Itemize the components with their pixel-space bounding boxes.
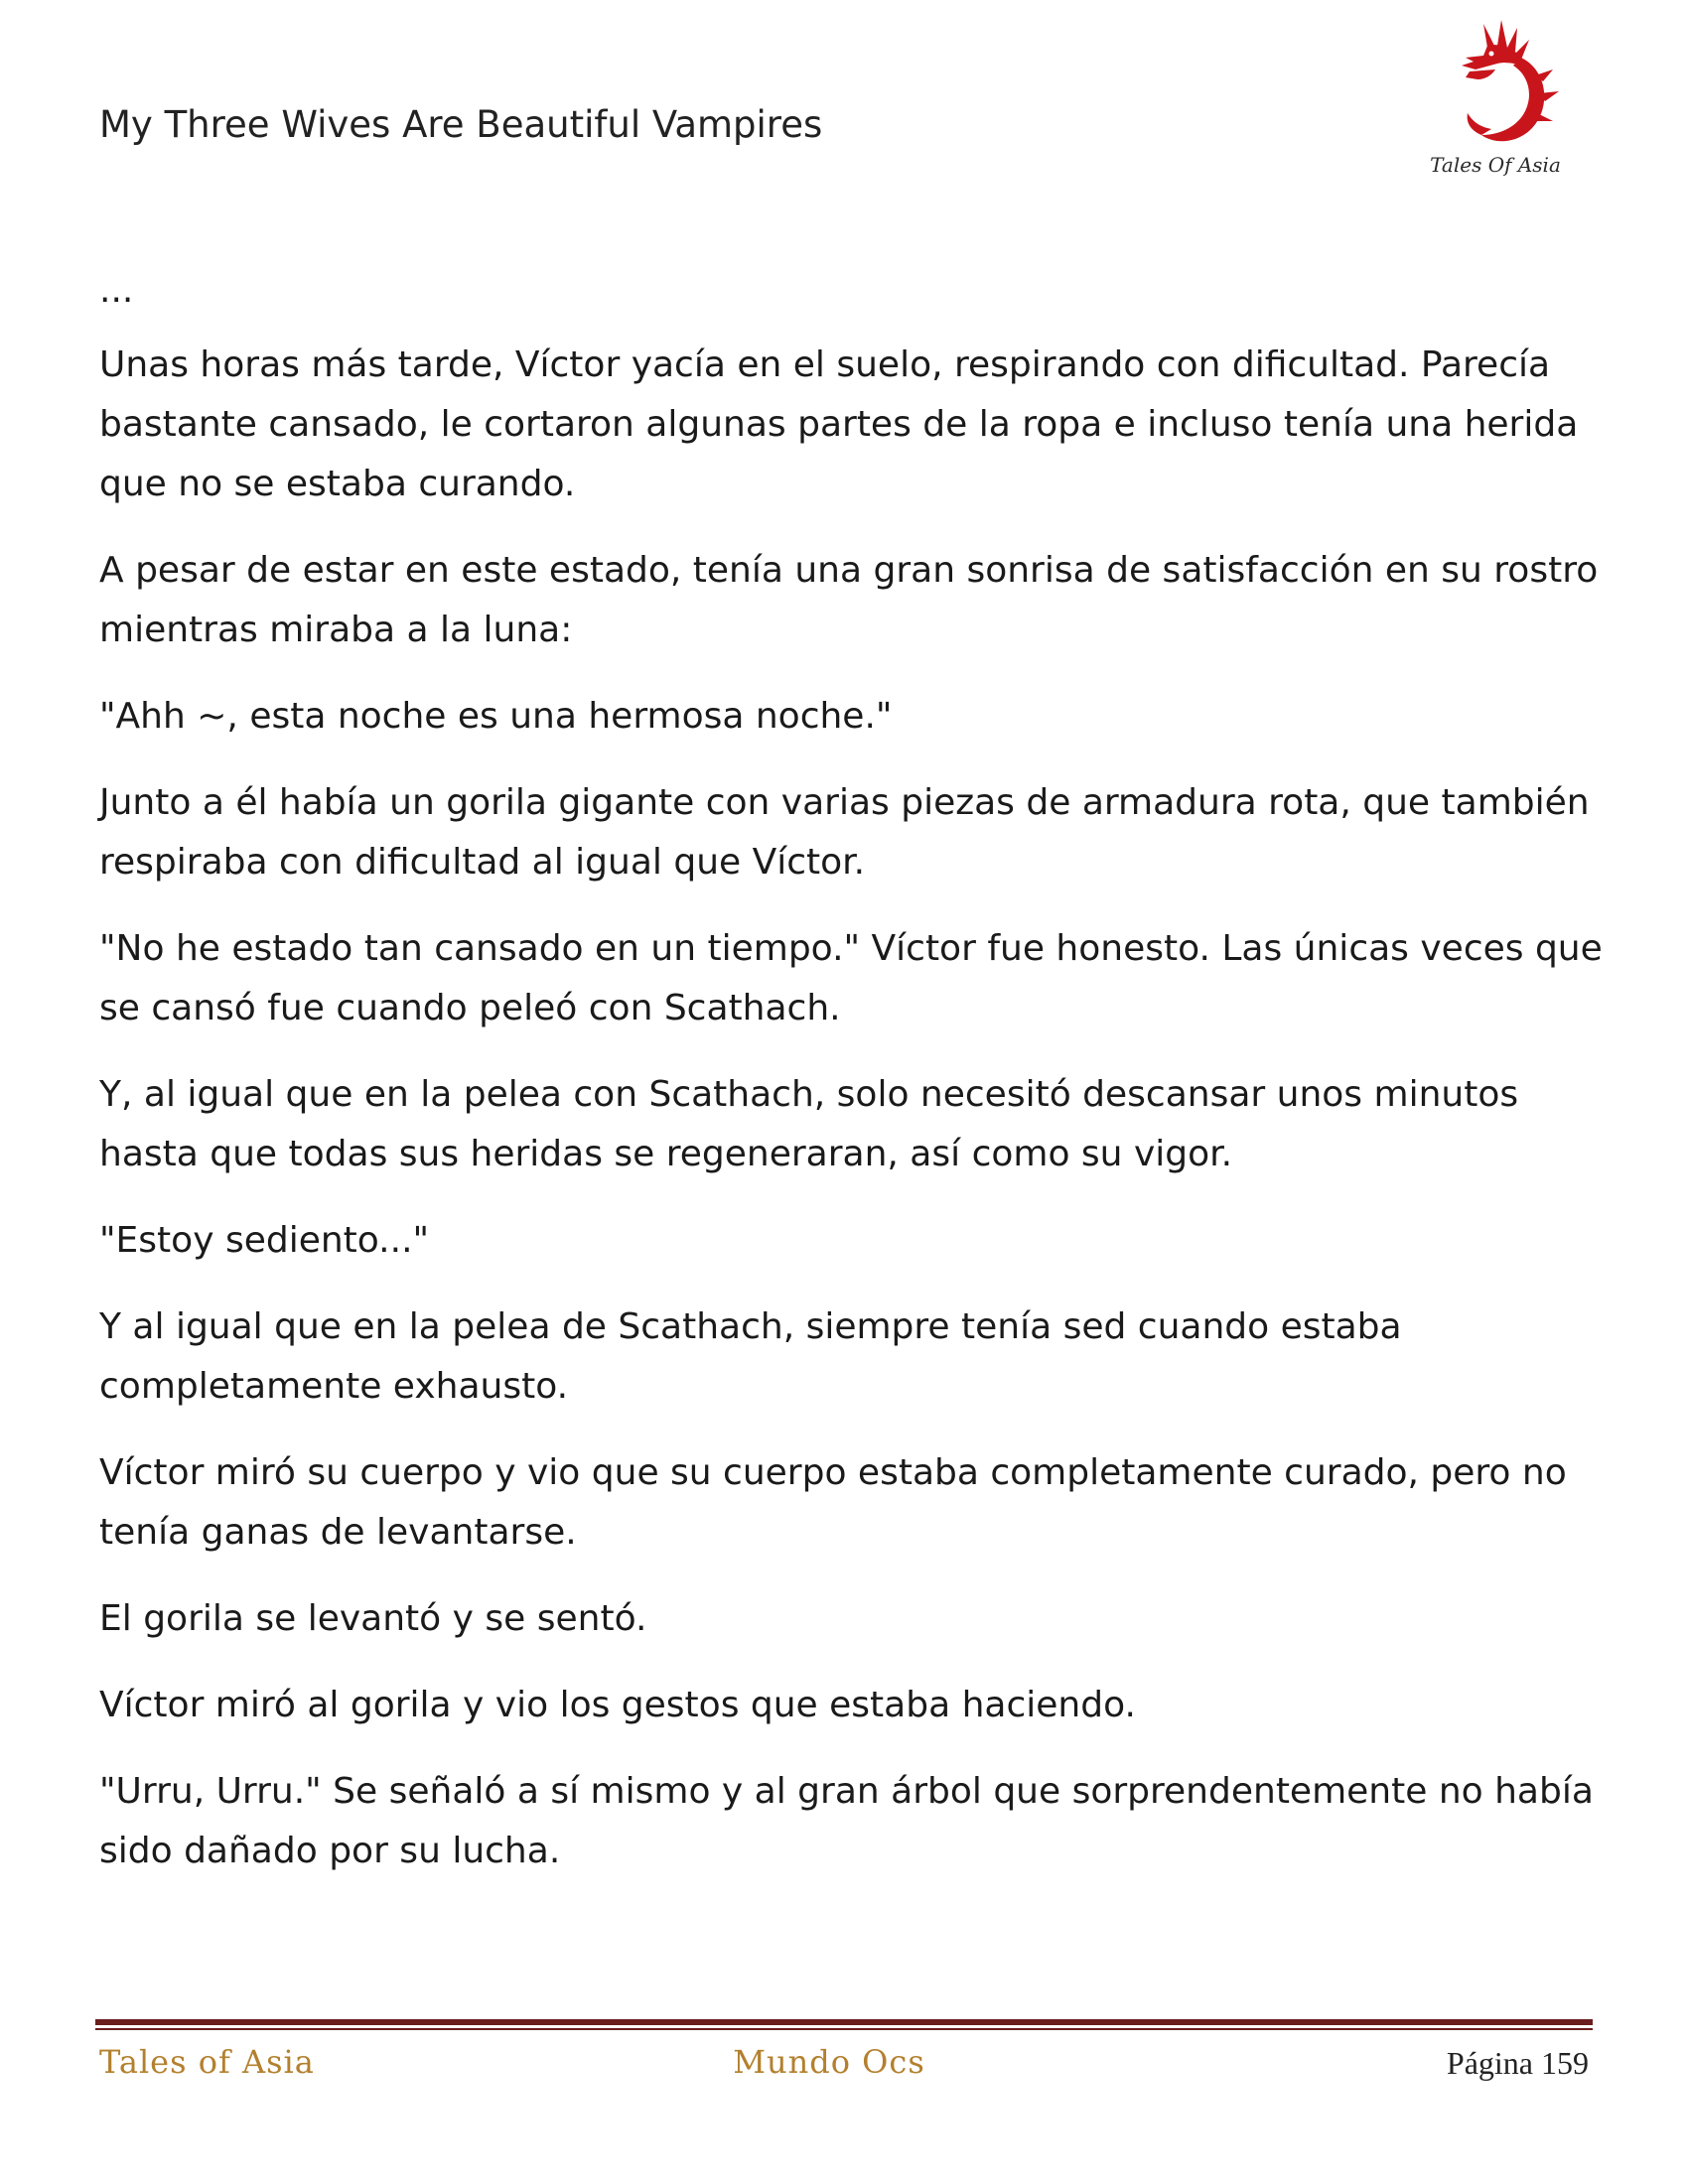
paragraph: A pesar de estar en este estado, tenía una gran sonrisa de satisfacción en su rostro mientras miraba a la luna:: [99, 550, 1599, 650]
paragraph: Víctor miró su cuerpo y vio que su cuerpo estaba completamente curado, pero no tenía ganas de levantarse.: [99, 1452, 1567, 1553]
footer-translator: Mundo Ocs: [733, 2043, 925, 2081]
chapter-text: [99, 266, 1609, 1908]
paragraph: Junto a él había un gorila gigante con varias piezas de armadura rota, que también respiraba con dificultad al igual que Víctor.: [99, 782, 1590, 883]
paragraph: Víctor miró al gorila y vio los gestos que estaba haciendo.: [99, 1685, 1136, 1725]
publisher-logo: [1426, 18, 1565, 187]
paragraph: Unas horas más tarde, Víctor yacía en el suelo, respirando con dificultad. Parecía bastante cansado, le cortaron algunas partes de la ropa e incluso tenía una herida que no se estaba curando.: [99, 344, 1579, 504]
paragraph: Y, al igual que en la pelea con Scathach, solo necesitó descansar unos minutos hasta que todas sus heridas se regeneraran, así como su vigor.: [99, 1074, 1519, 1174]
book-title: My Three Wives Are Beautiful Vampires: [99, 103, 823, 146]
red-dragon-icon: [1426, 18, 1565, 157]
paragraph: "Ahh ~, esta noche es una hermosa noche.": [99, 696, 893, 737]
paragraph: ...: [99, 270, 134, 311]
paragraph: Y al igual que en la pelea de Scathach, siempre tenía sed cuando estaba completamente exhausto.: [99, 1306, 1402, 1407]
footer-publisher: Tales of Asia: [99, 2043, 315, 2081]
paragraph: "No he estado tan cansado en un tiempo." Víctor fue honesto. Las únicas veces que se cansó fue cuando peleó con Scathach.: [99, 928, 1603, 1028]
logo-text: Tales Of Asia: [1430, 153, 1561, 177]
footer-divider: [95, 2019, 1593, 2025]
footer-divider-thin: [95, 2028, 1593, 2030]
paragraph: El gorila se levantó y se sentó.: [99, 1598, 647, 1639]
page-number: Página 159: [1446, 2045, 1589, 2081]
paragraph: "Estoy sediento...": [99, 1220, 430, 1261]
paragraph: "Urru, Urru." Se señaló a sí mismo y al gran árbol que sorprendentemente no había sido dañado por su lucha.: [99, 1771, 1594, 1871]
